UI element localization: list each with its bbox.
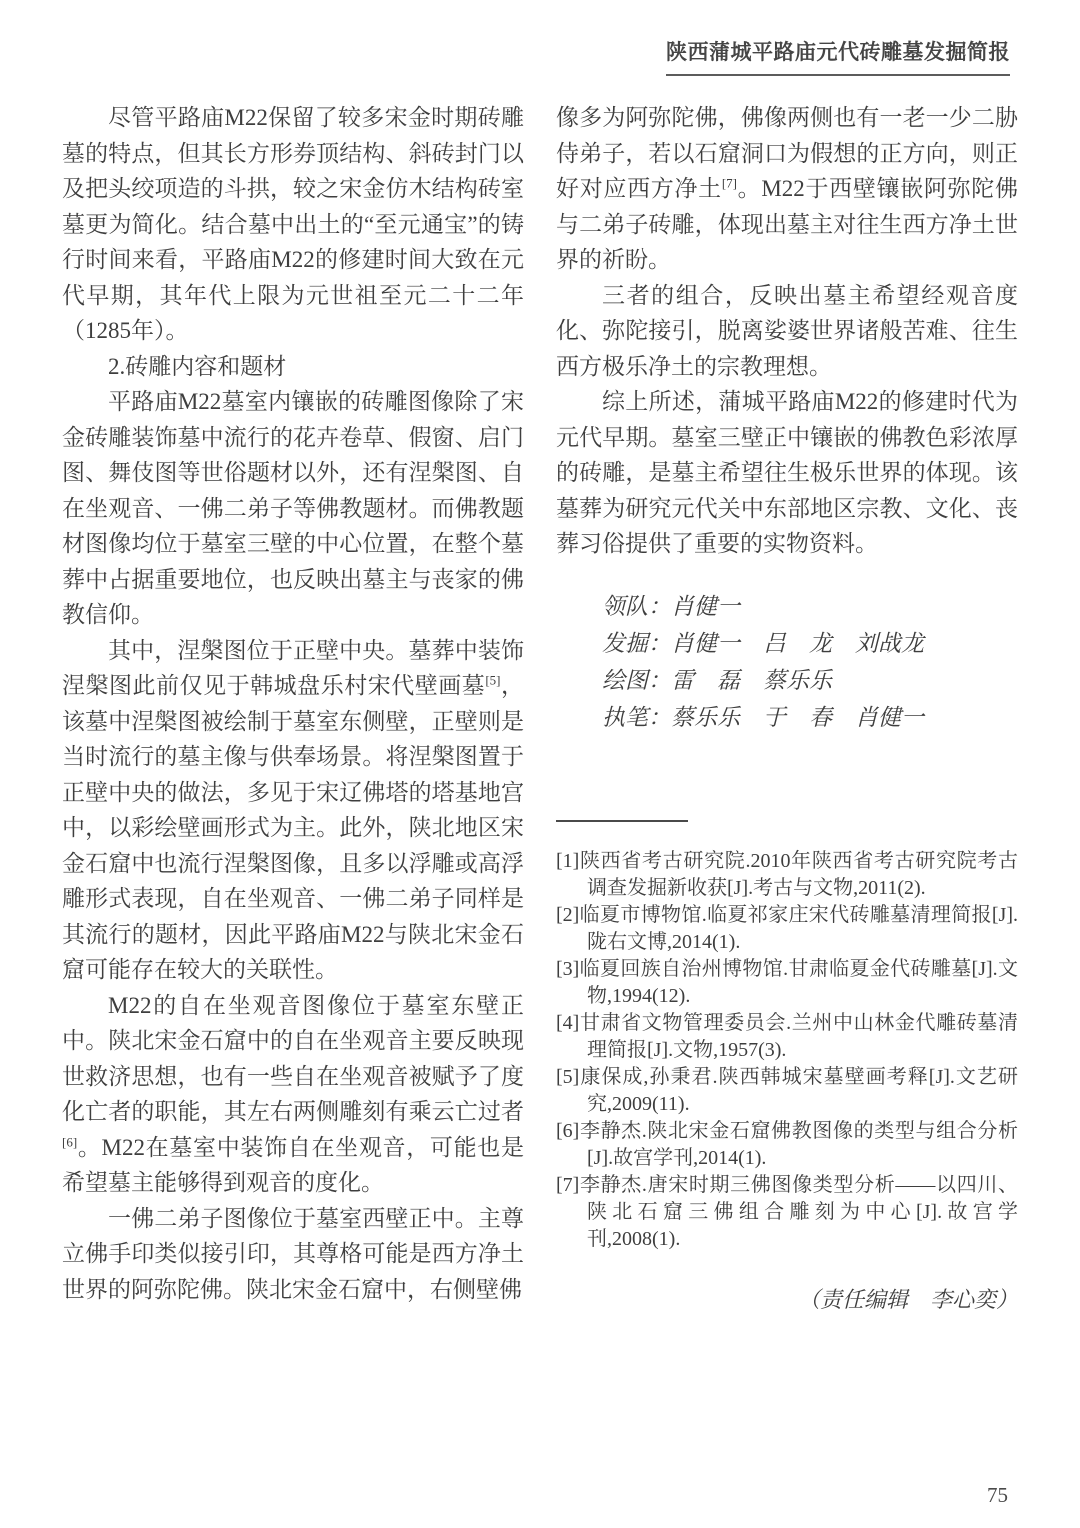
- credit-line: 绘图：雷 磊 蔡乐乐: [602, 667, 832, 693]
- body-paragraph: [62, 633, 524, 988]
- editor-credit: （责任编辑 李心奕）: [797, 1286, 1018, 1312]
- reference-item: [4]甘肃省文物管理委员会.兰州中山林金代雕砖墓清理简报[J].文物,1957(3).: [556, 1011, 1018, 1061]
- body-paragraph: [62, 384, 524, 633]
- reference-item: [5]康保成,孙秉君.陕西韩城宋墓壁画考释[J].文艺研究,2009(11).: [556, 1065, 1018, 1115]
- reference-item: [3]临夏回族自治州博物馆.甘肃临夏金代砖雕墓[J].文物,1994(12).: [556, 957, 1018, 1007]
- page-number: 75: [987, 1483, 1008, 1507]
- text-run: 一佛二弟子图像位于墓室西壁正中。主尊立佛手印类似接引印，其尊格可能是西方净土世界的阿弥陀佛。陕北宋金石窟中，右侧壁佛: [62, 1205, 524, 1302]
- citation-marker: [6]: [62, 1133, 78, 1149]
- reference-item: [7]李静杰.唐宋时期三佛图像类型分析——以四川、陕北石窟三佛组合雕刻为中心[J].故宫学刊,2008(1).: [556, 1173, 1018, 1250]
- body-paragraph: [556, 278, 1018, 385]
- body-paragraph: [62, 988, 524, 1201]
- text-run: 平路庙M22墓室内镶嵌的砖雕图像除了宋金砖雕装饰墓中流行的花卉卷草、假窗、启门图、舞伎图等世俗题材以外，还有涅槃图、自在坐观音、一佛二弟子等佛教题材。而佛教题材图像均位于墓室三壁的中心位置，在整个墓葬中占据重要地位，也反映出墓主与丧家的佛教信仰。: [62, 389, 524, 627]
- citation-marker: [5]: [485, 672, 501, 688]
- running-head: [666, 36, 1010, 76]
- right-column: [556, 100, 1018, 1314]
- footnote-rule: [556, 820, 688, 822]
- credit-line: 发掘：肖健一 吕 龙 刘战龙: [602, 630, 924, 656]
- body-paragraph: [556, 384, 1018, 562]
- credits-block: [602, 588, 1018, 736]
- text-run: 尽管平路庙M22保留了较多宋金时期砖雕墓的特点，但其长方形券顶结构、斜砖封门以及把头绞项造的斗拱，较之宋金仿木结构砖室墓更为简化。结合墓中出土的“至元通宝”的铸行时间来看，平路庙M22的修建时间大致在元代早期，其年代上限为元世祖至元二十二年（1285年）。: [62, 105, 524, 343]
- text-run: 2.砖雕内容和题材: [108, 353, 287, 379]
- credit-line: 执笔：蔡乐乐 于 春 肖健一: [602, 704, 924, 730]
- two-column-body: [62, 100, 1018, 1314]
- section-heading: [62, 349, 524, 385]
- text-run: 三者的组合，反映出墓主希望经观音度化、弥陀接引，脱离娑婆世界诸般苦难、往生西方极乐净土的宗教理想。: [556, 282, 1018, 379]
- text-run: ，该墓中涅槃图被绘制于墓室东侧壁，正壁则是当时流行的墓主像与供奉场景。将涅槃图置于正壁中央的做法，多见于宋辽佛塔的塔基地宫中，以彩绘壁画形式为主。此外，陕北地区宋金石窟中也流行涅槃图像，且多以浮雕或高浮雕形式表现，自在坐观音、一佛二弟子同样是其流行的题材，因此平路庙M22与陕北宋金石窟可能存在较大的关联性。: [62, 673, 525, 982]
- text-run: 像多为阿弥陀佛，佛像两侧也有一老一少二胁侍弟子，若以石窟洞口为假想的正方向，则正好对应西方净土: [556, 105, 1018, 201]
- text-run: M22的自在坐观音图像位于墓室东壁正中。陕北宋金石窟中的自在坐观音主要反映现世救济思想，也有一些自在坐观音被赋予了度化亡者的职能，其左右两侧雕刻有乘云亡过者: [62, 992, 524, 1124]
- text-run: 综上所述，蒲城平路庙M22的修建时代为元代早期。墓室三壁正中镶嵌的佛教色彩浓厚的砖雕，是墓主希望往生极乐世界的体现。该墓葬为研究元代关中东部地区宗教、文化、丧葬习俗提供了重要的实物资料。: [556, 389, 1018, 556]
- right-column-text: [556, 100, 1018, 562]
- credit-line: 领队：肖健一: [602, 593, 740, 619]
- left-column: [62, 100, 524, 1314]
- reference-item: [1]陕西省考古研究院.2010年陕西省考古研究院考古调查发掘新收获[J].考古与文物,2011(2).: [556, 849, 1018, 899]
- body-paragraph: [62, 100, 524, 349]
- body-paragraph: [556, 100, 1018, 278]
- citation-marker: [7]: [721, 175, 737, 191]
- body-paragraph: [62, 1201, 524, 1308]
- reference-item: [2]临夏市博物馆.临夏祁家庄宋代砖雕墓清理简报[J].陇右文博,2014(1).: [556, 903, 1018, 953]
- running-head-title: 陕西蒲城平路庙元代砖雕墓发掘简报: [666, 36, 1010, 76]
- text-run: 其中，涅槃图位于正壁中央。墓葬中装饰涅槃图此前仅见于韩城盘乐村宋代壁画墓: [62, 637, 524, 698]
- text-run: 。M22于西壁镶嵌阿弥陀佛与二弟子砖雕，体现出墓主对往生西方净土世界的祈盼。: [556, 176, 1018, 272]
- text-run: 。M22在墓室中装饰自在坐观音，可能也是希望墓主能够得到观音的度化。: [62, 1134, 524, 1195]
- references-list: [556, 848, 1018, 1253]
- reference-item: [6]李静杰.陕北宋金石窟佛教图像的类型与组合分析[J].故宫学刊,2014(1).: [556, 1119, 1018, 1169]
